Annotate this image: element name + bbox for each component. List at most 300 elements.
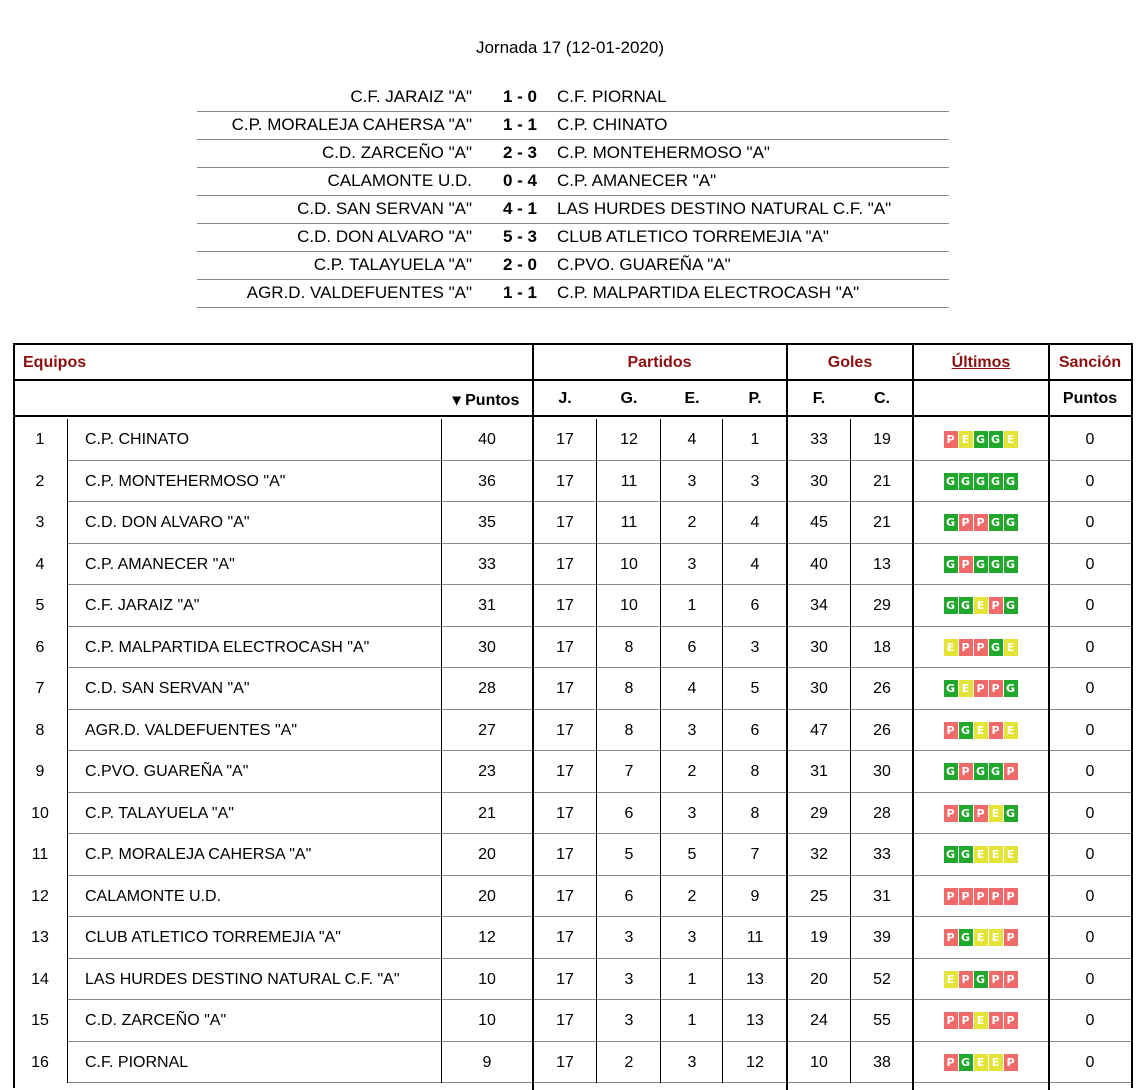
match-home-team: C.P. TALAYUELA "A" [313, 255, 472, 274]
played-cell: 17 [556, 1053, 574, 1071]
lost-cell: 1 [750, 431, 760, 448]
goals-against-cell: 28 [873, 804, 891, 822]
result-badge: P [959, 514, 973, 531]
result-badge: P [974, 805, 988, 822]
cell-divider [441, 959, 442, 1001]
sanction-cell: 0 [1085, 1053, 1095, 1071]
played-cell: 17 [556, 555, 574, 573]
goals-against-cell: 18 [873, 638, 891, 656]
result-badge: G [989, 514, 1003, 531]
team-name-cell: C.P. MORALEJA CAHERSA "A" [85, 846, 312, 863]
cell-divider [67, 627, 68, 669]
cell-divider [660, 793, 661, 835]
points-cell: 10 [478, 970, 496, 988]
team-name-cell: C.P. MALPARTIDA ELECTROCASH "A" [85, 638, 370, 656]
sanction-cell: 0 [1085, 1012, 1095, 1029]
match-score: 4 - 1 [502, 199, 538, 218]
cell-divider [722, 461, 723, 503]
goals-for-cell: 25 [810, 887, 828, 905]
match-away-team: CLUB ATLETICO TORREMEJIA "A" [557, 227, 829, 246]
result-badge: G [944, 473, 958, 490]
match-home-team: CALAMONTE U.D. [327, 171, 472, 190]
won-cell: 7 [624, 763, 634, 780]
match-home-team: C.F. JARAIZ "A" [350, 87, 472, 106]
position-cell: 9 [35, 763, 45, 780]
lost-cell: 4 [750, 514, 760, 531]
goals-for-cell: 40 [810, 555, 828, 573]
result-badge: G [944, 680, 958, 697]
points-cell: 27 [478, 721, 496, 739]
team-name-cell: C.D. SAN SERVAN "A" [85, 680, 250, 697]
match-home-team: C.D. ZARCEÑO "A" [322, 143, 472, 162]
cell-divider [660, 834, 661, 876]
last-results [913, 419, 1049, 461]
cell-divider [722, 876, 723, 918]
drawn-cell: 2 [687, 514, 697, 531]
table-row [15, 585, 1131, 627]
lost-cell: 9 [750, 887, 760, 905]
match-row [197, 168, 949, 196]
cell-divider [441, 793, 442, 835]
result-badge: G [959, 805, 973, 822]
cell-divider [850, 419, 851, 461]
result-badge: P [959, 556, 973, 573]
last-results [913, 668, 1049, 710]
match-home-team: C.D. DON ALVARO "A" [297, 227, 472, 246]
result-badge: E [1004, 722, 1018, 739]
result-badge: G [1004, 473, 1018, 490]
played-cell: 17 [556, 1012, 574, 1029]
goals-against-cell: 19 [873, 431, 891, 448]
team-name-cell: C.PVO. GUAREÑA "A" [85, 763, 249, 780]
result-badge: E [974, 1012, 988, 1029]
result-badge: G [959, 1054, 973, 1071]
result-badge: P [974, 680, 988, 697]
result-badge: E [989, 1054, 1003, 1071]
position-cell: 3 [35, 514, 45, 531]
goals-for-cell: 10 [810, 1053, 828, 1071]
position-cell: 16 [31, 1053, 49, 1071]
cell-divider [660, 710, 661, 752]
cell-divider [660, 751, 661, 793]
match-home-team: C.P. MORALEJA CAHERSA "A" [231, 115, 472, 134]
lost-cell: 13 [746, 970, 764, 988]
sort-puntos-header[interactable]: ▾ Puntos [452, 392, 520, 409]
cell-divider [441, 502, 442, 544]
lost-cell: 8 [750, 763, 760, 780]
cell-divider [67, 544, 68, 586]
cell-divider [722, 751, 723, 793]
won-cell: 10 [620, 555, 638, 573]
result-badge: P [1004, 888, 1018, 905]
goals-against-cell: 55 [873, 1012, 891, 1029]
last-results [913, 793, 1049, 835]
result-badge: G [959, 722, 973, 739]
result-badge: E [989, 846, 1003, 863]
team-name-cell: C.D. DON ALVARO "A" [85, 514, 250, 531]
cell-divider [596, 461, 597, 503]
cell-divider [722, 502, 723, 544]
cell-divider [596, 1000, 597, 1042]
match-score: 1 - 1 [502, 283, 538, 302]
goals-for-cell: 30 [810, 472, 828, 490]
drawn-cell: 3 [687, 721, 697, 739]
drawn-cell: 2 [687, 887, 697, 905]
points-cell: 20 [478, 846, 496, 863]
cell-divider [660, 1000, 661, 1042]
last-results [913, 834, 1049, 876]
sanction-cell: 0 [1085, 804, 1095, 822]
played-cell: 17 [556, 472, 574, 490]
won-cell: 6 [624, 887, 634, 905]
result-badge: P [989, 597, 1003, 614]
position-cell: 5 [35, 597, 45, 614]
lost-cell: 4 [750, 555, 760, 573]
result-badge: E [974, 1054, 988, 1071]
result-badge: P [989, 680, 1003, 697]
result-badge: P [959, 971, 973, 988]
result-badge: G [944, 763, 958, 780]
table-row [15, 834, 1131, 876]
result-badge: G [944, 514, 958, 531]
col-p-header: P. [748, 390, 762, 407]
result-badge: G [944, 846, 958, 863]
won-cell: 3 [624, 970, 634, 988]
last-results [913, 876, 1049, 918]
goals-against-cell: 26 [873, 680, 891, 697]
won-cell: 3 [624, 929, 634, 946]
cell-divider [660, 876, 661, 918]
goals-against-cell: 21 [873, 472, 891, 490]
team-name-cell: C.D. ZARCEÑO "A" [85, 1012, 227, 1029]
cell-divider [850, 793, 851, 835]
last-results [913, 502, 1049, 544]
cell-divider [67, 502, 68, 544]
standings-table [13, 343, 1133, 1088]
team-name-cell: C.P. MONTEHERMOSO "A" [85, 472, 286, 490]
table-row [15, 419, 1131, 461]
match-away-team: C.F. PIORNAL [557, 87, 667, 106]
result-badge: G [989, 763, 1003, 780]
divider [786, 345, 788, 1090]
sanction-cell: 0 [1085, 763, 1095, 780]
cell-divider [722, 917, 723, 959]
points-cell: 28 [478, 680, 496, 697]
cell-divider [722, 627, 723, 669]
points-cell: 30 [478, 638, 496, 656]
result-badge: E [944, 639, 958, 656]
result-badge: P [944, 722, 958, 739]
result-badge: P [974, 514, 988, 531]
position-cell: 11 [31, 846, 49, 863]
result-badge: G [974, 971, 988, 988]
cell-divider [722, 710, 723, 752]
points-cell: 21 [478, 804, 496, 822]
match-score: 1 - 1 [502, 115, 538, 134]
cell-divider [850, 751, 851, 793]
team-name-cell: C.F. PIORNAL [85, 1053, 189, 1071]
result-badge: P [959, 639, 973, 656]
won-cell: 8 [624, 680, 634, 697]
sanction-cell: 0 [1085, 555, 1095, 573]
points-cell: 33 [478, 555, 496, 573]
table-row [15, 751, 1131, 793]
cell-divider [660, 502, 661, 544]
cell-divider [67, 710, 68, 752]
points-cell: 20 [478, 887, 496, 905]
last-results [913, 959, 1049, 1001]
lost-cell: 13 [746, 1012, 764, 1029]
result-badge: P [989, 971, 1003, 988]
cell-divider [441, 627, 442, 669]
goals-against-cell: 39 [873, 929, 891, 946]
cell-divider [67, 1042, 68, 1084]
played-cell: 17 [556, 804, 574, 822]
match-row [197, 112, 949, 140]
result-badge: G [974, 556, 988, 573]
played-cell: 17 [556, 514, 574, 531]
cell-divider [67, 461, 68, 503]
played-cell: 17 [556, 929, 574, 946]
won-cell: 2 [624, 1053, 634, 1071]
result-badge: E [974, 722, 988, 739]
cell-divider [722, 544, 723, 586]
match-row [197, 224, 949, 252]
result-badge: G [989, 431, 1003, 448]
match-row [197, 84, 949, 112]
won-cell: 12 [620, 431, 638, 448]
col-sancion-puntos-header: Puntos [1062, 390, 1118, 407]
result-badge: G [944, 556, 958, 573]
cell-divider [67, 585, 68, 627]
result-badge: E [959, 680, 973, 697]
drawn-cell: 3 [687, 929, 697, 946]
cell-divider [441, 834, 442, 876]
goals-for-cell: 47 [810, 721, 828, 739]
last-results [913, 544, 1049, 586]
result-badge: E [974, 929, 988, 946]
cell-divider [722, 834, 723, 876]
position-cell: 14 [31, 970, 49, 988]
cell-divider [596, 710, 597, 752]
cell-divider [441, 668, 442, 710]
goals-against-cell: 52 [873, 970, 891, 988]
points-cell: 12 [478, 929, 496, 946]
divider [532, 345, 534, 1090]
cell-divider [441, 710, 442, 752]
position-cell: 15 [31, 1012, 49, 1029]
result-badge: P [1004, 971, 1018, 988]
lost-cell: 8 [750, 804, 760, 822]
goals-for-cell: 31 [810, 763, 828, 780]
result-badge: G [1004, 805, 1018, 822]
result-badge: P [944, 805, 958, 822]
table-row [15, 710, 1131, 752]
match-away-team: C.P. CHINATO [557, 115, 668, 134]
played-cell: 17 [556, 638, 574, 656]
cell-divider [441, 544, 442, 586]
last-results [913, 585, 1049, 627]
last-results [913, 627, 1049, 669]
team-name-cell: AGR.D. VALDEFUENTES "A" [85, 721, 297, 739]
lost-cell: 12 [746, 1053, 764, 1071]
header-sancion: Sanción [1049, 345, 1131, 381]
sanction-cell: 0 [1085, 680, 1095, 697]
goals-against-cell: 33 [873, 846, 891, 863]
match-row [197, 140, 949, 168]
cell-divider [596, 419, 597, 461]
goals-for-cell: 45 [810, 514, 828, 531]
cell-divider [850, 876, 851, 918]
goals-for-cell: 24 [810, 1012, 828, 1029]
won-cell: 8 [624, 721, 634, 739]
sanction-cell: 0 [1085, 929, 1095, 946]
table-row [15, 502, 1131, 544]
goals-for-cell: 19 [810, 929, 828, 946]
row-separator [67, 1082, 532, 1083]
sanction-cell: 0 [1085, 721, 1095, 739]
cell-divider [67, 917, 68, 959]
lost-cell: 6 [750, 597, 760, 614]
drawn-cell: 3 [687, 804, 697, 822]
lost-cell: 3 [750, 638, 760, 656]
cell-divider [596, 502, 597, 544]
result-badge: E [1004, 846, 1018, 863]
sanction-cell: 0 [1085, 597, 1095, 614]
team-name-cell: C.F. JARAIZ "A" [85, 597, 200, 614]
result-badge: G [989, 639, 1003, 656]
cell-divider [67, 959, 68, 1001]
cell-divider [596, 959, 597, 1001]
position-cell: 2 [35, 472, 45, 490]
drawn-cell: 1 [687, 1012, 697, 1029]
team-name-cell: LAS HURDES DESTINO NATURAL C.F. "A" [85, 970, 400, 988]
sanction-cell: 0 [1085, 638, 1095, 656]
played-cell: 17 [556, 887, 574, 905]
col-j-header: J. [558, 390, 572, 407]
match-away-team: C.P. MONTEHERMOSO "A" [557, 143, 770, 162]
drawn-cell: 3 [687, 555, 697, 573]
cell-divider [850, 834, 851, 876]
result-badge: G [959, 846, 973, 863]
cell-divider [660, 461, 661, 503]
result-badge: G [1004, 514, 1018, 531]
played-cell: 17 [556, 597, 574, 614]
cell-divider [850, 1042, 851, 1084]
position-cell: 8 [35, 721, 45, 739]
points-cell: 23 [478, 763, 496, 780]
played-cell: 17 [556, 680, 574, 697]
result-badge: E [959, 431, 973, 448]
result-badge: G [959, 597, 973, 614]
points-cell: 40 [478, 431, 496, 448]
result-badge: P [1004, 1012, 1018, 1029]
match-row [197, 196, 949, 224]
cell-divider [596, 834, 597, 876]
sanction-cell: 0 [1085, 887, 1095, 905]
cell-divider [722, 1000, 723, 1042]
result-badge: P [959, 1012, 973, 1029]
last-results [913, 751, 1049, 793]
result-badge: P [989, 722, 1003, 739]
match-score: 0 - 4 [502, 171, 538, 190]
table-row [15, 461, 1131, 503]
points-cell: 36 [478, 472, 496, 490]
goals-for-cell: 29 [810, 804, 828, 822]
cell-divider [441, 461, 442, 503]
won-cell: 10 [620, 597, 638, 614]
position-cell: 13 [31, 929, 49, 946]
won-cell: 11 [620, 514, 638, 531]
goals-for-cell: 30 [810, 638, 828, 656]
sanction-cell: 0 [1085, 846, 1095, 863]
result-badge: P [1004, 763, 1018, 780]
col-e-header: E. [684, 390, 700, 407]
goals-for-cell: 32 [810, 846, 828, 863]
match-away-team: C.PVO. GUAREÑA "A" [557, 255, 731, 274]
col-c-header: C. [874, 390, 890, 407]
cell-divider [596, 876, 597, 918]
match-home-team: C.D. SAN SERVAN "A" [297, 199, 472, 218]
result-badge: P [1004, 929, 1018, 946]
cell-divider [850, 461, 851, 503]
cell-divider [660, 668, 661, 710]
drawn-cell: 4 [687, 431, 697, 448]
table-row [15, 627, 1131, 669]
result-badge: E [974, 597, 988, 614]
table-row [15, 959, 1131, 1001]
match-away-team: LAS HURDES DESTINO NATURAL C.F. "A" [557, 199, 892, 218]
cell-divider [596, 585, 597, 627]
goals-against-cell: 29 [873, 597, 891, 614]
result-badge: P [944, 431, 958, 448]
lost-cell: 5 [750, 680, 760, 697]
match-score: 2 - 0 [502, 255, 538, 274]
drawn-cell: 1 [687, 970, 697, 988]
match-row [197, 280, 949, 308]
subheader-row [15, 381, 1131, 417]
cell-divider [660, 419, 661, 461]
table-row [15, 876, 1131, 918]
result-badge: G [1004, 597, 1018, 614]
drawn-cell: 2 [687, 763, 697, 780]
goals-against-cell: 30 [873, 763, 891, 780]
result-badge: P [974, 639, 988, 656]
result-badge: P [989, 1012, 1003, 1029]
won-cell: 6 [624, 804, 634, 822]
drawn-cell: 3 [687, 1053, 697, 1071]
row-separator [534, 1082, 1131, 1083]
won-cell: 3 [624, 1012, 634, 1029]
goals-for-cell: 34 [810, 597, 828, 614]
result-badge: P [974, 888, 988, 905]
cell-divider [850, 502, 851, 544]
table-row [15, 1000, 1131, 1042]
header-partidos: Partidos [532, 345, 787, 381]
drawn-cell: 3 [687, 472, 697, 490]
result-badge: P [944, 1054, 958, 1071]
goals-against-cell: 38 [873, 1053, 891, 1071]
cell-divider [441, 876, 442, 918]
cell-divider [850, 585, 851, 627]
cell-divider [596, 544, 597, 586]
result-badge: E [989, 929, 1003, 946]
match-row [197, 252, 949, 280]
cell-divider [67, 1000, 68, 1042]
result-badge: G [944, 597, 958, 614]
table-row [15, 793, 1131, 835]
result-badge: P [944, 888, 958, 905]
